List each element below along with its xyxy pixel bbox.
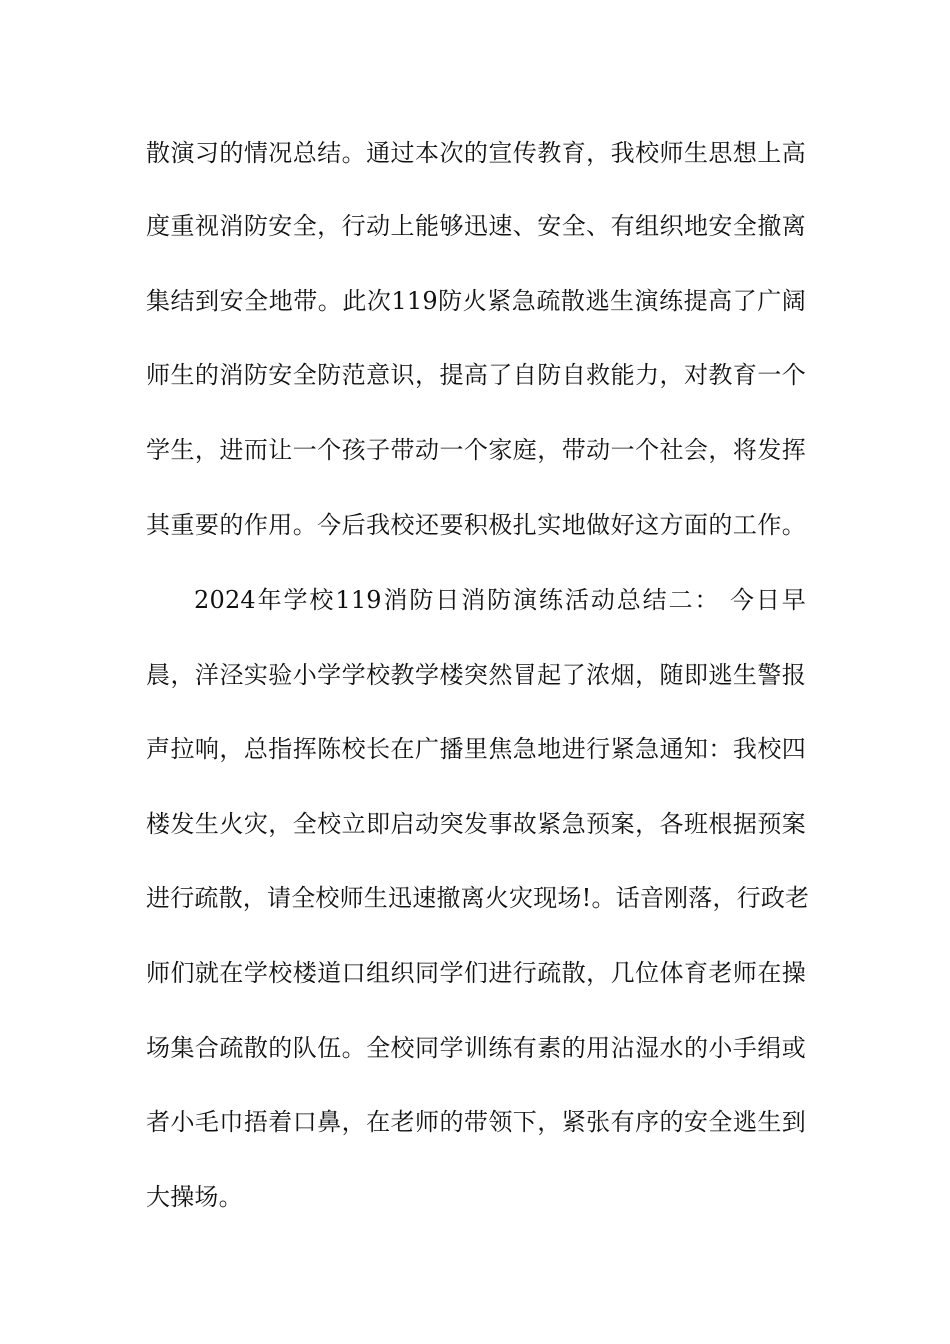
text-line: 者小毛巾捂着口鼻，在老师的带领下，紧张有序的安全逃生到	[146, 1108, 806, 1136]
text-line: 师生的消防安全防范意识，提高了自防自救能力，对教育一个	[146, 361, 806, 389]
text-line: 集结到安全地带。此次119防火紧急疏散逃生演练提高了广阔	[146, 287, 806, 315]
text-line: 晨，洋泾实验小学学校教学楼突然冒起了浓烟，随即逃生警报	[146, 661, 806, 689]
text-line: 场集合疏散的队伍。全校同学训练有素的用沾湿水的小手绢或	[146, 1034, 806, 1062]
text-line-last: 大操场。	[146, 1183, 243, 1211]
text-line: 学生，进而让一个孩子带动一个家庭，带动一个社会，将发挥	[146, 436, 806, 464]
section-heading-line: 2024年学校119消防日消防演练活动总结二： 今日早	[194, 586, 806, 614]
text-line: 其重要的作用。今后我校还要积极扎实地做好这方面的工作。	[146, 511, 806, 539]
text-line: 度重视消防安全，行动上能够迅速、安全、有组织地安全撤离	[146, 212, 806, 240]
text-line: 师们就在学校楼道口组织同学们进行疏散，几位体育老师在操	[146, 959, 806, 987]
text-line: 声拉响，总指挥陈校长在广播里焦急地进行紧急通知：我校四	[146, 735, 806, 763]
text-line: 进行疏散，请全校师生迅速撤离火灾现场!。话音刚落，行政老	[146, 884, 810, 912]
text-line: 散演习的情况总结。通过本次的宣传教育，我校师生思想上高	[146, 139, 806, 167]
text-line: 楼发生火灾，全校立即启动突发事故紧急预案，各班根据预案	[146, 810, 806, 838]
